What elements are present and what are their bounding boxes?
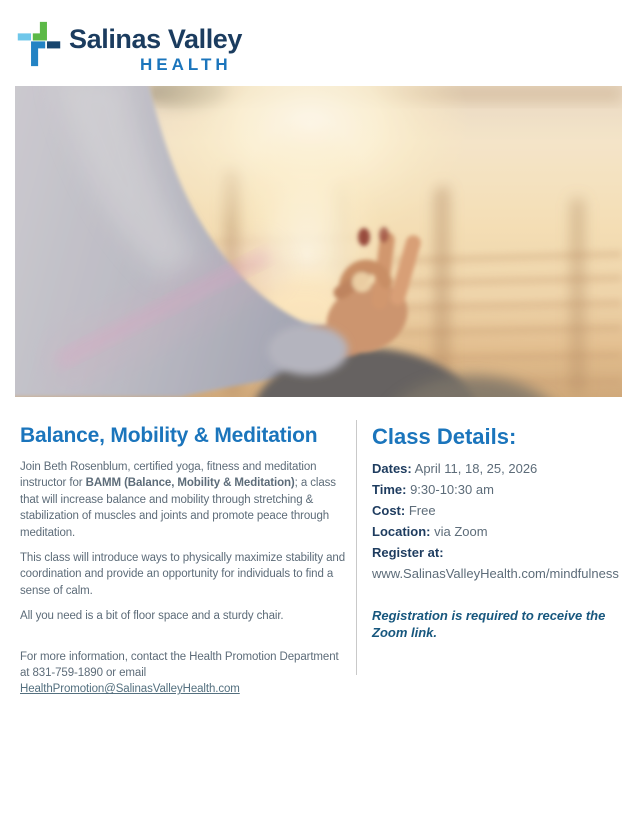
- article-section: [20, 424, 354, 707]
- cost-value: Free: [408, 503, 436, 518]
- registration-note: Registration is required to receive the Zoom link.: [372, 608, 606, 640]
- contact-paragraph: [20, 649, 354, 698]
- p1-intro: Join Beth Rosenblum, certified yoga, fitness and meditation instructor for: [20, 461, 317, 490]
- detail-row-cost: [372, 503, 632, 518]
- contact-email-link[interactable]: HealthPromotion@SalinasValleyHealth.com: [20, 683, 240, 696]
- logo: [16, 14, 316, 76]
- detail-row-register: [372, 545, 632, 560]
- location-label: Location:: [372, 524, 431, 539]
- class-details-heading: Class Details:: [372, 424, 517, 449]
- article-paragraph-2: This class will introduce ways to physically maximize stability and coordination and provide an opportunity for individuals to find a sense of calm.: [20, 552, 345, 597]
- p1-bold-class-name: BAMM (Balance, Mobility & Meditation): [85, 477, 295, 490]
- time-value: 9:30-10:30 am: [410, 482, 494, 497]
- contact-line-2: at 831-759-1890 or email: [20, 667, 147, 680]
- logo-brand-subtext: HEALTH: [140, 55, 232, 74]
- detail-row-time: [372, 482, 632, 497]
- register-at-label: Register at:: [372, 545, 444, 560]
- column-divider: [356, 420, 357, 675]
- p1-description: ; a class that will increase balance and mobility through stretching & stabilization of muscles and joints and promote peace through meditation.: [20, 477, 336, 539]
- article-paragraph-3: All you need is a bit of floor space and a sturdy chair.: [20, 610, 284, 623]
- registration-url: www.SalinasValleyHealth.com/mindfulness: [372, 566, 619, 581]
- detail-row-dates: [372, 461, 632, 476]
- contact-line-1: For more information, contact the Health Promotion Department: [20, 650, 339, 663]
- cost-label: Cost:: [372, 503, 406, 518]
- logo-brand-text: Salinas Valley: [69, 24, 243, 54]
- warm-tint: [15, 86, 622, 397]
- logo-cross-icon: [16, 16, 62, 72]
- location-value: via Zoom: [434, 524, 488, 539]
- dates-value: April 11, 18, 25, 2026: [414, 461, 538, 476]
- detail-row-location: [372, 524, 632, 539]
- article-paragraph-1: [20, 459, 354, 541]
- time-label: Time:: [372, 482, 407, 497]
- dates-label: Dates:: [372, 461, 412, 476]
- article-title: Balance, Mobility & Meditation: [20, 424, 318, 447]
- class-details-section: [372, 424, 632, 641]
- hero-photo: [15, 86, 622, 397]
